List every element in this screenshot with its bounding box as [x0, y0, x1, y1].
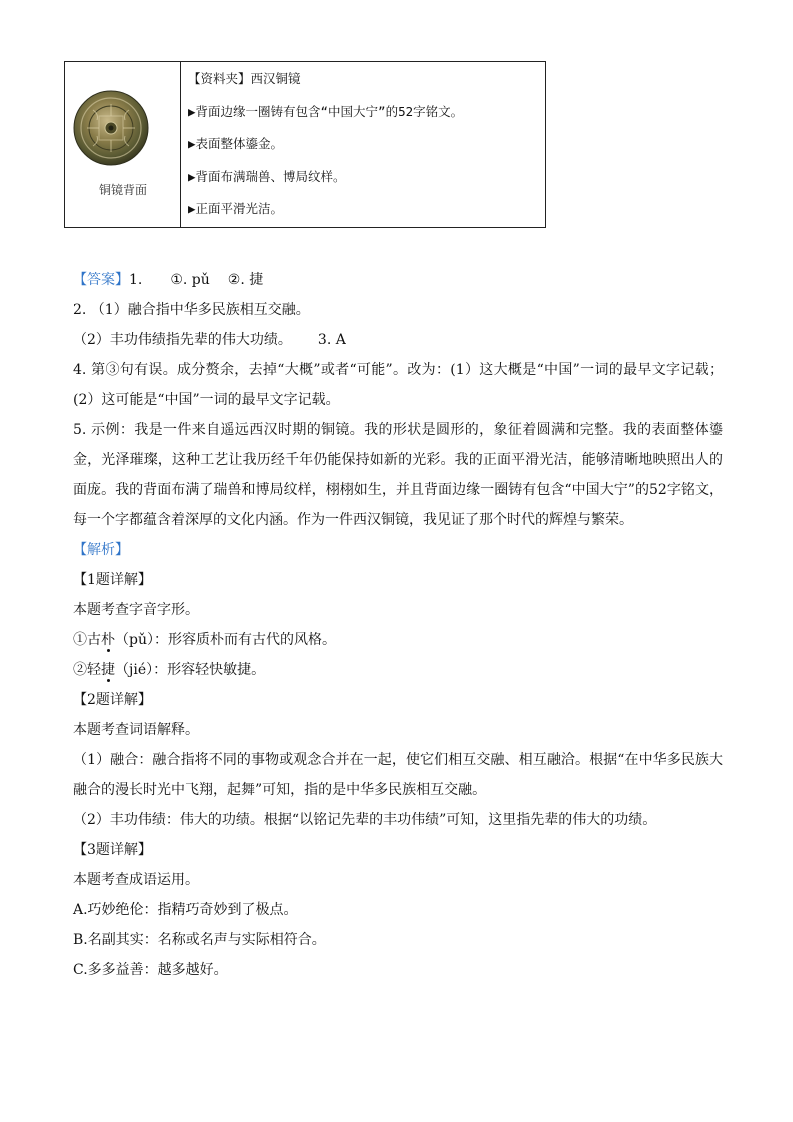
info-line-2: ▶表面整体鎏金。	[188, 136, 284, 151]
detail-1-b	[73, 655, 723, 685]
detail-2-1: （1）融合：融合指将不同的事物或观念合并在一起，使它们相互交融、相互融洽。根据“在中华多民族大融合的漫长时光中飞翔，起舞”可知，指的是中华多民族相互交融。	[73, 752, 723, 798]
detail-1-b-pre: ②轻	[73, 662, 101, 678]
detail-2-title: 【2题详解】	[73, 692, 152, 708]
answer-content	[73, 265, 723, 985]
info-line-4: ▶正面平滑光洁。	[188, 201, 284, 216]
detail-1-a-char: 朴	[101, 632, 115, 648]
detail-1-a	[73, 625, 723, 655]
info-text-cell	[181, 62, 545, 227]
info-line-1: ▶背面边缘一圈铸有包含“中国大宁”的52字铭文。	[188, 103, 464, 119]
answer-tag: 【答案】	[73, 272, 129, 288]
analysis-tag: 【解析】	[73, 542, 129, 558]
detail-1-a-pre: ①古	[73, 632, 101, 648]
info-line-title: 【资料夹】西汉铜镜	[188, 71, 301, 86]
answer-q1-b: ②. 捷	[227, 272, 264, 288]
detail-3-intro: 本题考查成语运用。	[73, 872, 199, 888]
image-cell	[65, 62, 181, 227]
answer-q2-1: 2. （1）融合指中华多民族相互交融。	[73, 302, 310, 318]
answer-q1-num: 1.	[129, 272, 143, 288]
detail-3-c: C.多多益善：越多越好。	[73, 962, 228, 978]
info-line-3: ▶背面布满瑞兽、博局纹样。	[188, 168, 346, 184]
detail-1-b-post: （jié）：形容轻快敏捷。	[115, 662, 266, 678]
bronze-mirror-image	[73, 90, 149, 166]
answer-q2-q3	[73, 325, 723, 355]
detail-1-a-post: （pǔ）：形容质朴而有古代的风格。	[115, 632, 336, 648]
answer-q2-2: （2）丰功伟绩指先辈的伟大功绩。	[73, 332, 292, 348]
detail-3-a: A.巧妙绝伦：指精巧奇妙到了极点。	[73, 902, 298, 918]
detail-1-intro: 本题考查字音字形。	[73, 602, 199, 618]
detail-2-2: （2）丰功伟绩：伟大的功绩。根据“以铭记先辈的丰功伟绩”可知，这里指先辈的伟大的功绩。	[73, 812, 657, 828]
answer-q3: 3. A	[317, 332, 346, 348]
answer-q5: 5. 示例：我是一件来自遥远西汉时期的铜镜。我的形状是圆形的，象征着圆满和完整。我的表面整体鎏金，光泽璀璨，这种工艺让我历经千年仍能保持如新的光彩。我的正面平滑光洁，能够清晰地映照出人的面庞。我的背面布满了瑞兽和博局纹样，栩栩如生，并且背面边缘一圈铸有包含“中国大宁”的52字铭文，每一个字都蕴含着深厚的文化内涵。作为一件西汉铜镜，我见证了那个时代的辉煌与繁荣。	[73, 422, 723, 528]
detail-1-title: 【1题详解】	[73, 572, 152, 588]
answer-q1	[73, 265, 723, 295]
detail-3-b: B.名副其实：名称或名声与实际相符合。	[73, 932, 326, 948]
detail-1-b-char: 捷	[101, 662, 115, 678]
info-table	[64, 61, 546, 228]
detail-2-intro: 本题考查词语解释。	[73, 722, 199, 738]
answer-q1-a: ①. pǔ	[170, 272, 210, 288]
detail-3-title: 【3题详解】	[73, 842, 152, 858]
image-caption: 铜镜背面	[98, 183, 147, 197]
answer-q4: 4. 第③句有误。成分赘余，去掉“大概”或者“可能”。改为：(1）这大概是“中国”一词的最早文字记载；(2）这可能是“中国”一词的最早文字记载。	[73, 362, 723, 408]
